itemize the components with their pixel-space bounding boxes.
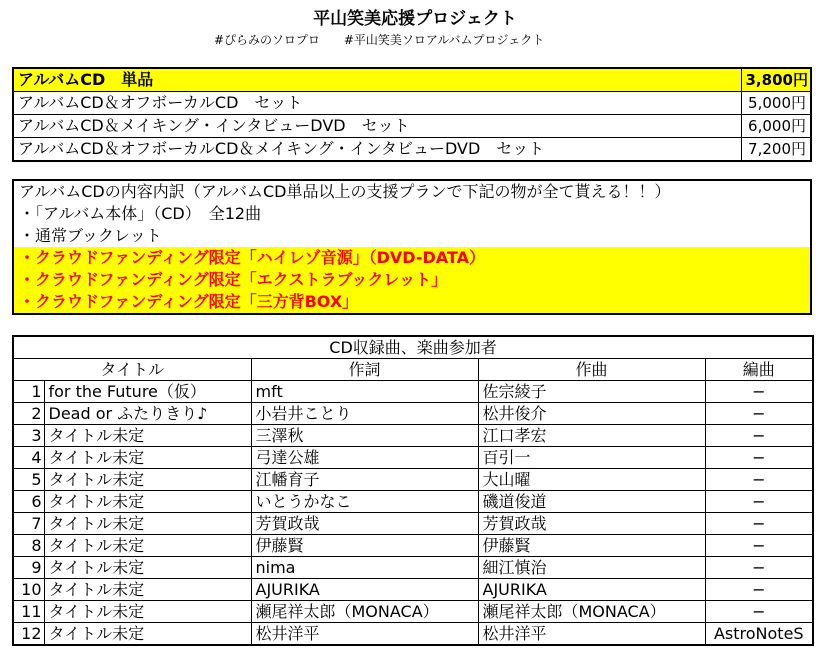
track-title: タイトル未定: [44, 491, 251, 513]
contents-item: ・「アルバム本体」（CD） 全12曲: [19, 204, 262, 223]
track-lyricist: AJURIKA: [251, 579, 478, 601]
track-arranger: −: [705, 557, 813, 579]
track-composer: AJURIKA: [478, 579, 705, 601]
track-title: タイトル未定: [44, 601, 251, 623]
track-row: [13, 469, 813, 491]
contents-item: ・通常ブックレット: [19, 226, 162, 245]
album-contents-box: [12, 179, 812, 315]
track-row: [13, 623, 813, 646]
track-title: タイトル未定: [44, 623, 251, 646]
track-number: 2: [13, 403, 44, 425]
track-composer: 松井俊介: [478, 403, 705, 425]
track-number: 9: [13, 557, 44, 579]
plan-name: アルバムCD 単品: [13, 68, 741, 92]
track-number: 8: [13, 535, 44, 557]
limited-item: ・クラウドファンディング限定「三方背BOX」: [14, 291, 810, 313]
track-title: タイトル未定: [44, 425, 251, 447]
track-lyricist: nima: [251, 557, 478, 579]
track-table: [12, 335, 814, 646]
track-composer: 大山曜: [478, 469, 705, 491]
track-lyricist: いとうかなこ: [251, 491, 478, 513]
col-header-arranger: 編曲: [705, 359, 813, 381]
track-title: タイトル未定: [44, 513, 251, 535]
track-row: [13, 403, 813, 425]
price-row: [13, 138, 811, 162]
track-lyricist: 松井洋平: [251, 623, 478, 646]
track-lyricist: 伊藤賢: [251, 535, 478, 557]
track-arranger: −: [705, 381, 813, 403]
plan-name: アルバムCD＆オフボーカルCD セット: [13, 92, 741, 115]
price-row: [13, 115, 811, 138]
contents-header: アルバムCDの内容内訳（アルバムCD単品以上の支援プランで下記の物が全て貰える！！）: [19, 182, 671, 201]
track-arranger: −: [705, 425, 813, 447]
track-row: [13, 557, 813, 579]
track-title: タイトル未定: [44, 535, 251, 557]
track-arranger: −: [705, 447, 813, 469]
track-lyricist: mft: [251, 381, 478, 403]
price-table: [12, 67, 812, 162]
limited-item: ・クラウドファンディング限定「ハイレゾ音源」（DVD-DATA）: [14, 247, 810, 269]
col-header-composer: 作曲: [478, 359, 705, 381]
track-composer: 芳賀政哉: [478, 513, 705, 535]
track-title: タイトル未定: [44, 469, 251, 491]
price-row: [13, 68, 811, 92]
track-composer: 細江慎治: [478, 557, 705, 579]
track-number: 7: [13, 513, 44, 535]
track-lyricist: 小岩井ことり: [251, 403, 478, 425]
track-number: 6: [13, 491, 44, 513]
track-row: [13, 579, 813, 601]
limited-item: ・クラウドファンディング限定「エクストラブックレット」: [14, 269, 810, 291]
track-row: [13, 491, 813, 513]
price-row: [13, 92, 811, 115]
track-title: タイトル未定: [44, 447, 251, 469]
col-header-title: タイトル: [13, 359, 251, 381]
track-composer: 伊藤賢: [478, 535, 705, 557]
track-composer: 瀬尾祥太郎（MONACA）: [478, 601, 705, 623]
track-row: [13, 381, 813, 403]
plan-price: 6,000円: [741, 115, 811, 138]
track-title: タイトル未定: [44, 557, 251, 579]
track-arranger: −: [705, 601, 813, 623]
plan-price: 7,200円: [741, 138, 811, 162]
track-composer: 百引一: [478, 447, 705, 469]
plan-price: 3,800円: [741, 68, 811, 92]
track-arranger: −: [705, 403, 813, 425]
track-row: [13, 535, 813, 557]
track-arranger: −: [705, 491, 813, 513]
col-header-lyrics: 作詞: [251, 359, 478, 381]
track-row: [13, 513, 813, 535]
track-number: 3: [13, 425, 44, 447]
hashtags: #ぴらみのソロプロ #平山笑美ソロアルバムプロジェクト: [214, 33, 545, 47]
track-composer: 松井洋平: [478, 623, 705, 646]
track-composer: 江口孝宏: [478, 425, 705, 447]
track-number: 5: [13, 469, 44, 491]
track-row: [13, 601, 813, 623]
track-number: 1: [13, 381, 44, 403]
page-title: 平山笑美応援プロジェクト: [313, 9, 517, 29]
track-composer: 磯道俊道: [478, 491, 705, 513]
track-lyricist: 三澤秋: [251, 425, 478, 447]
track-row: [13, 447, 813, 469]
track-arranger: −: [705, 469, 813, 491]
track-title: Dead or ふたりきり♪: [44, 403, 251, 425]
track-lyricist: 江幡育子: [251, 469, 478, 491]
track-number: 11: [13, 601, 44, 623]
track-number: 4: [13, 447, 44, 469]
track-lyricist: 芳賀政哉: [251, 513, 478, 535]
track-lyricist: 瀬尾祥太郎（MONACA）: [251, 601, 478, 623]
track-composer: 佐宗綾子: [478, 381, 705, 403]
track-number: 12: [13, 623, 44, 646]
track-table-caption: CD収録曲、楽曲参加者: [13, 336, 813, 359]
track-row: [13, 425, 813, 447]
plan-name: アルバムCD＆メイキング・インタビューDVD セット: [13, 115, 741, 138]
track-lyricist: 弓達公雄: [251, 447, 478, 469]
track-arranger: −: [705, 513, 813, 535]
track-arranger: −: [705, 579, 813, 601]
track-title: タイトル未定: [44, 579, 251, 601]
track-title: for the Future（仮）: [44, 381, 251, 403]
plan-price: 5,000円: [741, 92, 811, 115]
track-arranger: −: [705, 535, 813, 557]
plan-name: アルバムCD＆オフボーカルCD＆メイキング・インタビューDVD セット: [13, 138, 741, 162]
track-arranger: AstroNoteS: [705, 623, 813, 646]
track-number: 10: [13, 579, 44, 601]
